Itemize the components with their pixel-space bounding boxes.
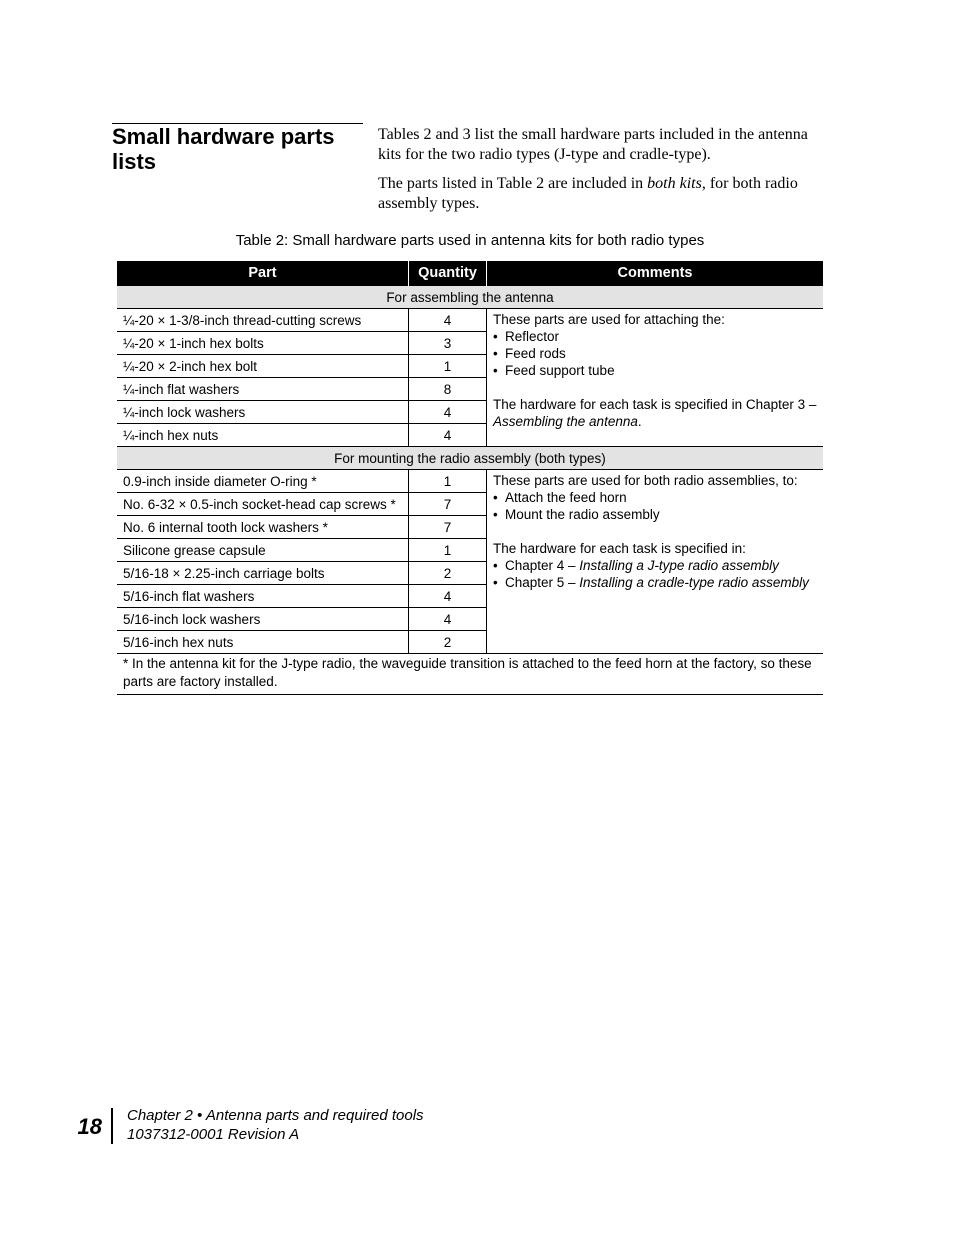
- footer-divider: [111, 1108, 113, 1144]
- part-cell: ¼-20 × 2-inch hex bolt: [117, 355, 409, 378]
- comment-intro: These parts are used for attaching the:: [493, 312, 725, 327]
- table-footnote: * In the antenna kit for the J-type radio, the waveguide transition is attached to the feed horn at the factory, so these parts are factory installed.: [117, 654, 823, 695]
- chapter-reference: • Chapter 4 – Installing a J-type radio assembly: [493, 557, 817, 574]
- quantity-cell: 4: [409, 424, 487, 447]
- part-cell: ¼-inch lock washers: [117, 401, 409, 424]
- part-cell: Silicone grease capsule: [117, 539, 409, 562]
- part-cell: ¼-20 × 1-inch hex bolts: [117, 332, 409, 355]
- footer-chapter: Chapter 2 • Antenna parts and required tools: [127, 1107, 424, 1124]
- part-cell: 0.9-inch inside diameter O-ring *: [117, 470, 409, 493]
- part-cell: 5/16-18 × 2.25-inch carriage bolts: [117, 562, 409, 585]
- comment-note: The hardware for each task is specified in:: [493, 541, 746, 556]
- comment-bullet: • Feed rods: [493, 345, 817, 362]
- part-cell: ¼-inch hex nuts: [117, 424, 409, 447]
- header-part: Part: [117, 261, 409, 286]
- part-cell: ¼-inch flat washers: [117, 378, 409, 401]
- quantity-cell: 2: [409, 562, 487, 585]
- table-header-row: [117, 261, 823, 286]
- quantity-cell: 7: [409, 516, 487, 539]
- footer-document-number: 1037312-0001 Revision A: [127, 1126, 300, 1143]
- header-quantity: Quantity: [409, 261, 487, 286]
- quantity-cell: 2: [409, 631, 487, 654]
- comment-bullet: • Attach the feed horn: [493, 489, 817, 506]
- quantity-cell: 4: [409, 585, 487, 608]
- quantity-cell: 4: [409, 309, 487, 332]
- comment-bullets: [493, 489, 817, 523]
- quantity-cell: 3: [409, 332, 487, 355]
- intro-paragraph-1: Tables 2 and 3 list the small hardware parts included in the antenna kits for the two radio types (J-type and cradle-type).: [378, 126, 808, 163]
- page-number: 18: [77, 1114, 102, 1139]
- part-cell: 5/16-inch hex nuts: [117, 631, 409, 654]
- comment-bullets: [493, 328, 817, 379]
- comment-bullet: • Reflector: [493, 328, 817, 345]
- comments-cell: [487, 309, 824, 447]
- section-title: Small hardware parts lists: [112, 124, 335, 174]
- table-row: [117, 470, 823, 493]
- quantity-cell: 1: [409, 470, 487, 493]
- chapter-references: [493, 557, 817, 591]
- footnote-row: [117, 654, 823, 695]
- footer-text: [127, 1106, 547, 1144]
- comment-note: The hardware for each task is specified in Chapter 3 – Assembling the antenna.: [493, 397, 817, 429]
- group-title: For assembling the antenna: [117, 286, 823, 309]
- chapter-reference: • Chapter 5 – Installing a cradle-type radio assembly: [493, 574, 817, 591]
- quantity-cell: 4: [409, 608, 487, 631]
- emphasis-both-kits: both kits: [647, 175, 702, 192]
- quantity-cell: 4: [409, 401, 487, 424]
- header-comments: Comments: [487, 261, 824, 286]
- comment-bullet: • Mount the radio assembly: [493, 506, 817, 523]
- intro-text: [378, 125, 828, 223]
- group-row: [117, 447, 823, 470]
- part-cell: 5/16-inch lock washers: [117, 608, 409, 631]
- quantity-cell: 7: [409, 493, 487, 516]
- intro-paragraph-2: The parts listed in Table 2 are included in both kits, for both radio assembly types.: [378, 175, 798, 212]
- quantity-cell: 8: [409, 378, 487, 401]
- comment-bullet: • Feed support tube: [493, 362, 817, 379]
- parts-table: [117, 261, 823, 695]
- table-row: [117, 309, 823, 332]
- quantity-cell: 1: [409, 539, 487, 562]
- part-cell: No. 6-32 × 0.5-inch socket-head cap screws *: [117, 493, 409, 516]
- quantity-cell: 1: [409, 355, 487, 378]
- group-title: For mounting the radio assembly (both types): [117, 447, 823, 470]
- comment-intro: These parts are used for both radio assemblies, to:: [493, 473, 798, 488]
- part-cell: ¼-20 × 1-3/8-inch thread-cutting screws: [117, 309, 409, 332]
- table-caption: Table 2: Small hardware parts used in antenna kits for both radio types: [235, 232, 705, 249]
- group-row: [117, 286, 823, 309]
- part-cell: No. 6 internal tooth lock washers *: [117, 516, 409, 539]
- part-cell: 5/16-inch flat washers: [117, 585, 409, 608]
- chapter-reference: Assembling the antenna: [493, 414, 638, 429]
- comments-cell: [487, 470, 824, 654]
